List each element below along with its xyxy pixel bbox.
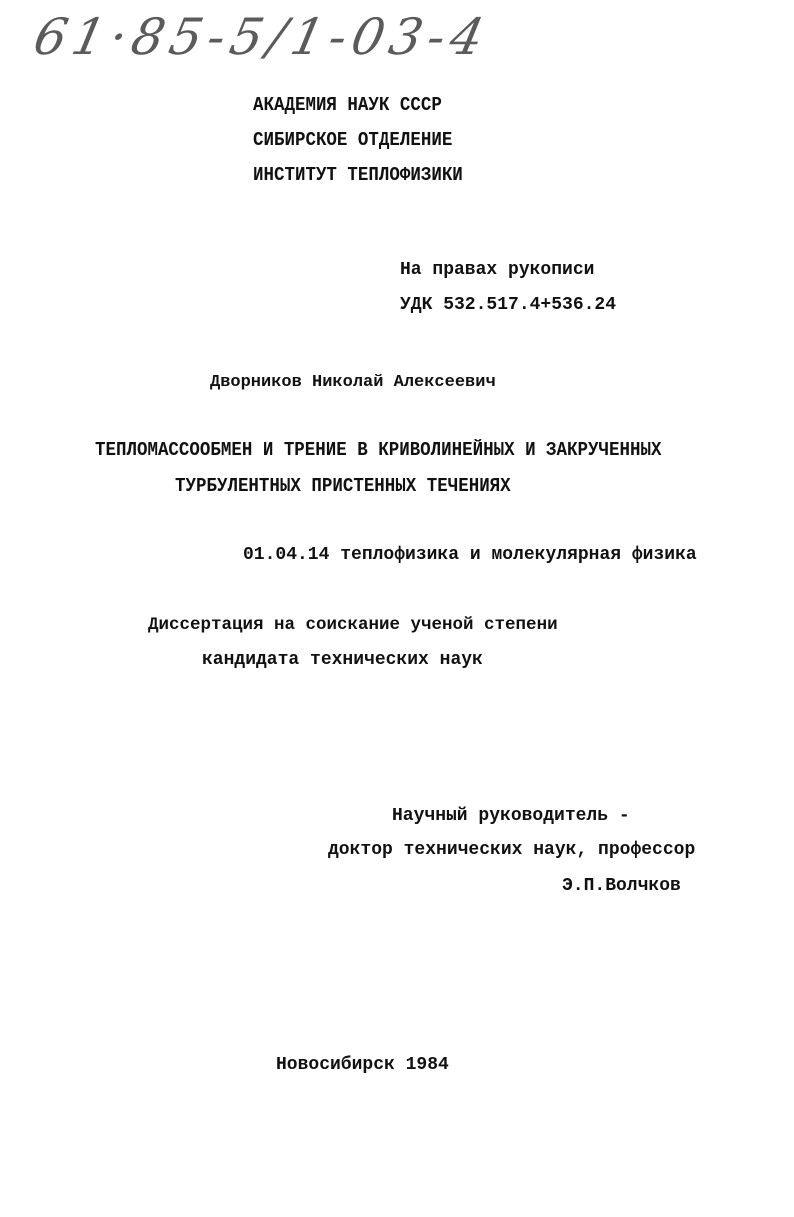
degree-line-2: кандидата технических наук bbox=[202, 650, 483, 670]
handwritten-catalog-number: 61·85-5/1-03-4 bbox=[28, 8, 495, 66]
supervisor-name: Э.П.Волчков bbox=[562, 876, 681, 896]
manuscript-rights: На правах рукописи bbox=[400, 260, 595, 280]
branch-name: СИБИРСКОЕ ОТДЕЛЕНИЕ bbox=[253, 129, 453, 151]
specialty: 01.04.14 теплофизика и молекулярная физика bbox=[243, 545, 697, 565]
degree-line-1: Диссертация на соискание ученой степени bbox=[148, 615, 558, 635]
supervisor-title: доктор технических наук, профессор bbox=[328, 840, 696, 860]
academy-name: АКАДЕМИЯ НАУК СССР bbox=[253, 94, 442, 116]
place-and-year: Новосибирск 1984 bbox=[276, 1055, 449, 1075]
udc-code: УДК 532.517.4+536.24 bbox=[400, 295, 617, 315]
title-line-2: ТУРБУЛЕНТНЫХ ПРИСТЕННЫХ ТЕЧЕНИЯХ bbox=[175, 475, 511, 497]
author-name: Дворников Николай Алексеевич bbox=[210, 373, 496, 392]
supervisor-label: Научный руководитель - bbox=[392, 806, 630, 826]
title-line-1: ТЕПЛОМАССООБМЕН И ТРЕНИЕ В КРИВОЛИНЕЙНЫХ И ЗАКРУЧЕННЫХ bbox=[95, 439, 662, 461]
institute-name: ИНСТИТУТ ТЕПЛОФИЗИКИ bbox=[253, 164, 463, 186]
